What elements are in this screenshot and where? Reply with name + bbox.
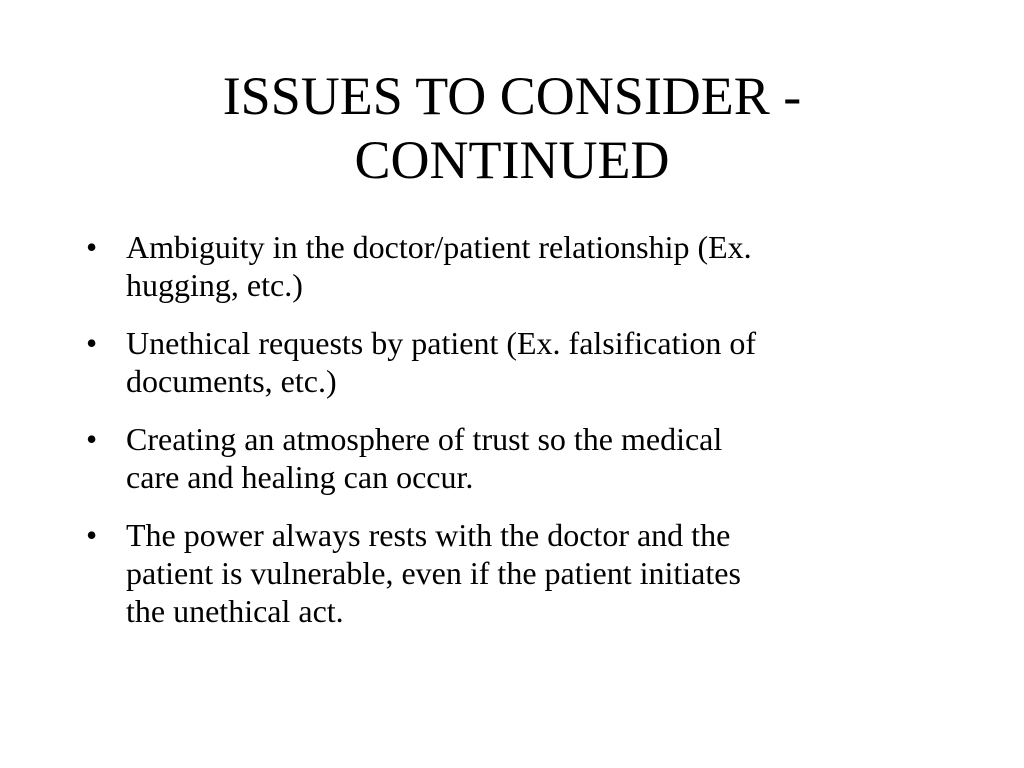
bullet-text-line: patient is vulnerable, even if the patient initiates	[126, 555, 741, 591]
slide-title-line: ISSUES TO CONSIDER -	[222, 66, 802, 126]
bullet-text-line: the unethical act.	[126, 593, 344, 629]
bullet-item	[86, 420, 936, 496]
bullet-icon: •	[86, 421, 98, 457]
bullet-list	[86, 228, 936, 650]
bullet-text-line: hugging, etc.)	[126, 267, 303, 303]
bullet-text-line: Ambiguity in the doctor/patient relationship (Ex.	[126, 229, 752, 265]
bullet-text-line: Unethical requests by patient (Ex. falsification of	[126, 325, 757, 361]
bullet-item	[86, 324, 936, 400]
bullet-text-line: Creating an atmosphere of trust so the medical	[126, 421, 723, 457]
bullet-text-line: care and healing can occur.	[126, 459, 474, 495]
bullet-item	[86, 228, 936, 304]
bullet-text-line: The power always rests with the doctor and the	[126, 517, 731, 553]
bullet-text-line: documents, etc.)	[126, 363, 337, 399]
slide-title	[0, 64, 1024, 192]
slide-title-line: CONTINUED	[354, 130, 670, 190]
bullet-icon: •	[86, 325, 98, 361]
bullet-icon: •	[86, 517, 98, 553]
bullet-item	[86, 516, 936, 630]
bullet-icon: •	[86, 229, 98, 265]
